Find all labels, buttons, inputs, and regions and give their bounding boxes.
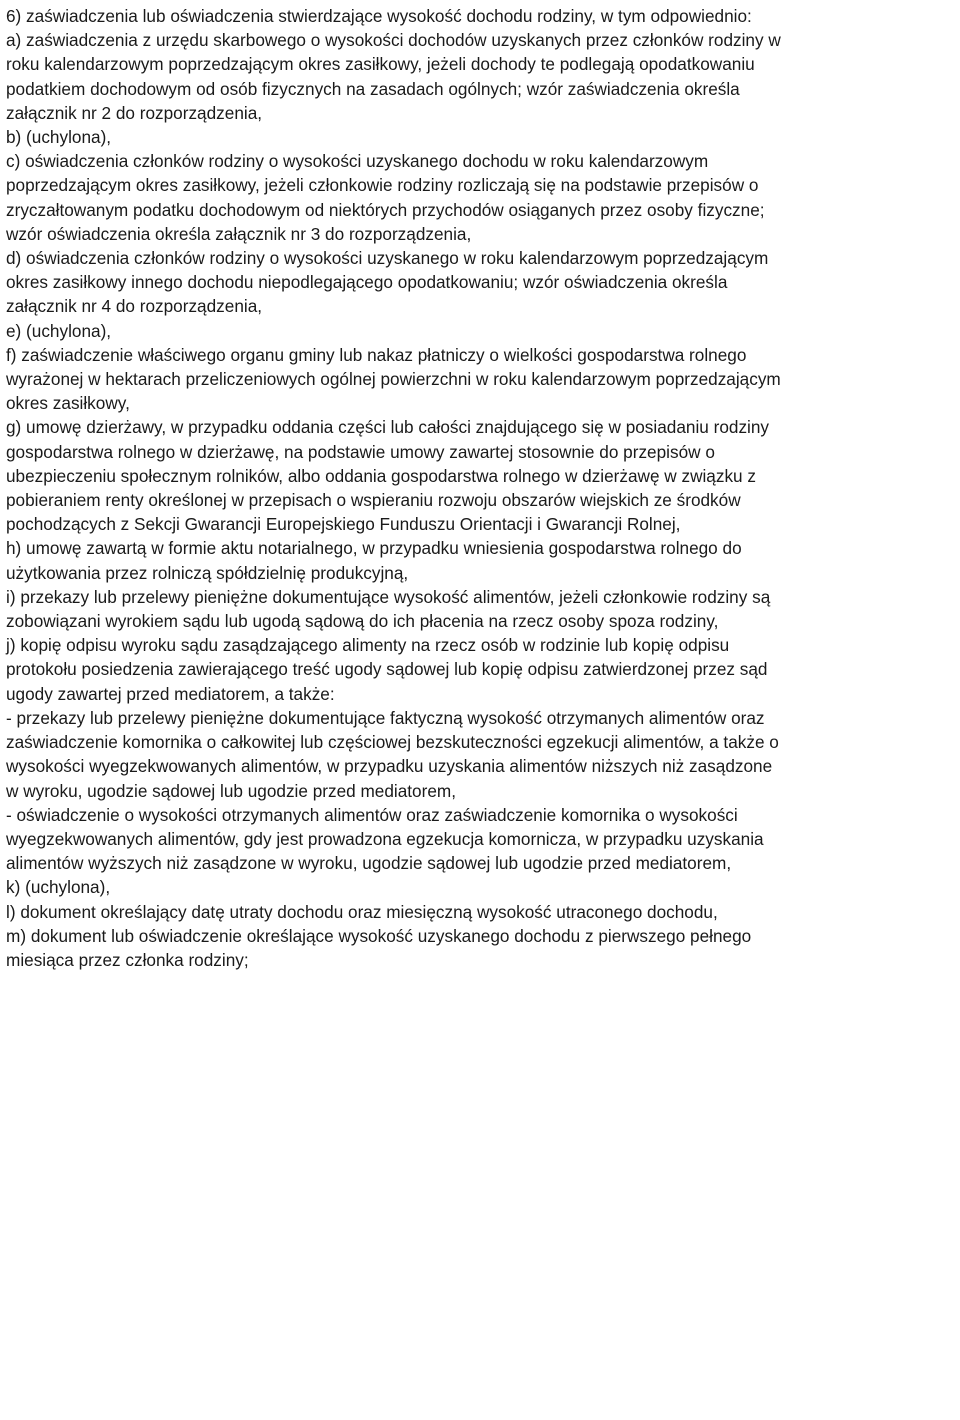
text-line: d) oświadczenia członków rodziny o wysokości uzyskanego w roku kalendarzowym poprzedzającym — [6, 248, 769, 269]
text-line: - przekazy lub przelewy pieniężne dokumentujące faktyczną wysokość otrzymanych alimentów oraz — [6, 707, 765, 728]
text-line: użytkowania przez rolniczą spółdzielnię produkcyjną, — [6, 562, 409, 583]
text-line: w wyroku, ugodzie sądowej lub ugodzie przed mediatorem, — [6, 780, 456, 801]
text-line: h) umowę zawartą w formie aktu notarialnego, w przypadku wniesienia gospodarstwa rolnego do — [6, 538, 742, 559]
paragraph-item-l — [6, 900, 956, 924]
paragraph-item-f — [6, 343, 956, 416]
text-line: pochodzących z Sekcji Gwarancji Europejskiego Funduszu Orientacji i Gwarancji Rolnej, — [6, 514, 681, 535]
text-line: miesiąca przez członka rodziny; — [6, 949, 249, 970]
paragraph-item-i — [6, 585, 956, 633]
text-line: wzór oświadczenia określa załącznik nr 3 do rozporządzenia, — [6, 223, 472, 244]
text-line: l) dokument określający datę utraty dochodu oraz miesięczną wysokość utraconego dochodu, — [6, 901, 718, 922]
text-line: wyrażonej w hektarach przeliczeniowych ogólnej powierzchni w roku kalendarzowym poprzedzającym — [6, 369, 781, 390]
paragraph-item-e — [6, 319, 956, 343]
paragraph-item-j-dash-2 — [6, 803, 956, 876]
text-line: wyegzekwowanych alimentów, gdy jest prowadzona egzekucja komornicza, w przypadku uzyskania — [6, 828, 764, 849]
text-line: okres zasiłkowy, — [6, 393, 130, 414]
text-line: ugody zawartej przed mediatorem, a także: — [6, 683, 335, 704]
text-line: k) (uchylona), — [6, 877, 111, 898]
text-line: zryczałtowanym podatku dochodowym od niektórych przychodów osiąganych przez osoby fizyczne; — [6, 199, 765, 220]
text-line: zobowiązani wyrokiem sądu lub ugodą sądową do ich płacenia na rzecz osoby spoza rodziny, — [6, 611, 719, 632]
text-line: m) dokument lub oświadczenie określające wysokość uzyskanego dochodu z pierwszego pełnego — [6, 925, 752, 946]
text-line: - oświadczenie o wysokości otrzymanych alimentów oraz zaświadczenie komornika o wysokości — [6, 804, 738, 825]
text-line: protokołu posiedzenia zawierającego treść ugody sądowej lub kopię odpisu zatwierdzonej przez sąd — [6, 659, 768, 680]
paragraph-item-m — [6, 924, 956, 972]
paragraph-item-h — [6, 536, 956, 584]
text-line: zaświadczenie komornika o całkowitej lub częściowej bezskuteczności egzekucji alimentów, a także o — [6, 732, 779, 753]
text-line: wysokości wyegzekwowanych alimentów, w przypadku uzyskania alimentów niższych niż zasądzone — [6, 756, 773, 777]
text-line: g) umowę dzierżawy, w przypadku oddania części lub całości znajdującego się w posiadaniu rodziny — [6, 417, 770, 438]
text-line: e) (uchylona), — [6, 320, 112, 341]
paragraph-item-c — [6, 149, 956, 246]
text-line: załącznik nr 4 do rozporządzenia, — [6, 296, 263, 317]
paragraph-item-g — [6, 415, 956, 536]
text-line: poprzedzającym okres zasiłkowy, jeżeli członkowie rodziny rozliczają się na podstawie przepisów o — [6, 175, 759, 196]
text-line: roku kalendarzowym poprzedzającym okres zasiłkowy, jeżeli dochody te podlegają opodatkowaniu — [6, 54, 755, 75]
paragraph-item-b — [6, 125, 956, 149]
text-line: pobieraniem renty określonej w przepisach o wspieraniu rozwoju obszarów wiejskich ze środków — [6, 490, 741, 511]
text-line: a) zaświadczenia z urzędu skarbowego o wysokości dochodów uzyskanych przez członków rodziny w — [6, 30, 781, 51]
paragraph-heading-6 — [6, 4, 956, 28]
text-line: alimentów wyższych niż zasądzone w wyroku, ugodzie sądowej lub ugodzie przed mediatorem, — [6, 853, 732, 874]
text-line: podatkiem dochodowym od osób fizycznych na zasadach ogólnych; wzór zaświadczenia określa — [6, 78, 740, 99]
text-line: ubezpieczeniu społecznym rolników, albo oddania gospodarstwa rolnego w dzierżawę w związku z — [6, 465, 756, 486]
text-line: f) zaświadczenie właściwego organu gminy lub nakaz płatniczy o wielkości gospodarstwa rolnego — [6, 344, 747, 365]
paragraph-item-k — [6, 875, 956, 899]
text-line: b) (uchylona), — [6, 127, 112, 148]
text-line: gospodarstwa rolnego w dzierżawę, na podstawie umowy zawartej stosownie do przepisów o — [6, 441, 715, 462]
paragraph-item-d — [6, 246, 956, 319]
text-line: i) przekazy lub przelewy pieniężne dokumentujące wysokość alimentów, jeżeli członkowie rodziny są — [6, 586, 771, 607]
text-line: c) oświadczenia członków rodziny o wysokości uzyskanego dochodu w roku kalendarzowym — [6, 151, 709, 172]
paragraph-item-j — [6, 633, 956, 706]
document-page — [6, 4, 956, 972]
text-line: j) kopię odpisu wyroku sądu zasądzającego alimenty na rzecz osób w rodzinie lub kopię odpisu — [6, 635, 730, 656]
text-line: okres zasiłkowy innego dochodu niepodlegającego opodatkowaniu; wzór oświadczenia określa — [6, 272, 728, 293]
text-line: załącznik nr 2 do rozporządzenia, — [6, 102, 263, 123]
paragraph-item-j-dash-1 — [6, 706, 956, 803]
text-line: 6) zaświadczenia lub oświadczenia stwierdzające wysokość dochodu rodziny, w tym odpowiednio: — [6, 6, 752, 26]
paragraph-item-a — [6, 28, 956, 125]
